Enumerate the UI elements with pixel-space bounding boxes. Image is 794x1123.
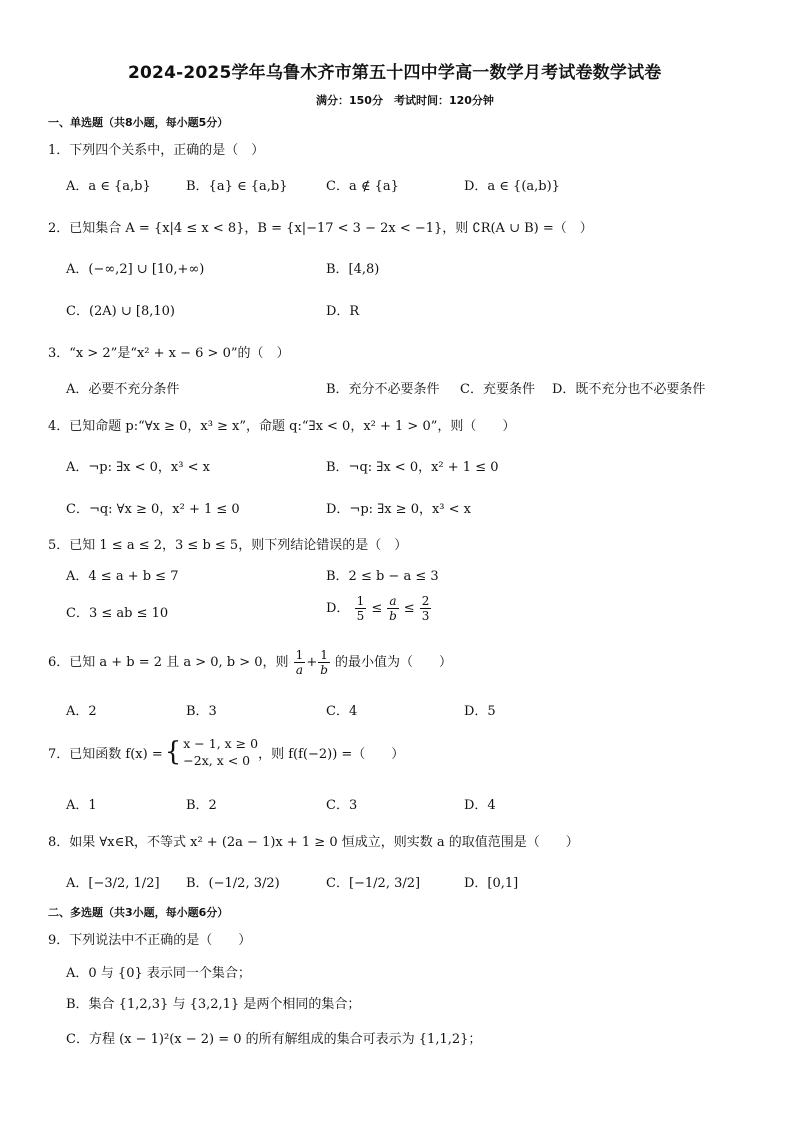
question-9-option-c: C．方程 (x − 1)²(x − 2) = 0 的所有解组成的集合可表示为 {1,1,2}；: [66, 1032, 482, 1047]
question-1-option-c: C．a ∉ {a}: [326, 179, 399, 194]
fraction-one-fifth: $\frac{1}{5}$: [356, 594, 365, 623]
question-8-option-b: B．(−1/2, 3/2): [186, 876, 280, 891]
piecewise-cases: x − 1, x ≥ 0 −2x, x < 0: [183, 736, 259, 768]
page-title: 2024-2025学年乌鲁木齐市第五十四中学高一数学月考试卷数学试卷: [128, 63, 662, 83]
question-3-option-c: C．充要条件: [460, 382, 535, 397]
question-8-stem: 8．如果 ∀x∈R，不等式 x² + (2a − 1)x + 1 ≥ 0 恒成立，则实数 a 的取值范围是（ ）: [48, 835, 579, 850]
question-4-option-a: A．¬p: ∃x < 0，x³ < x: [66, 460, 210, 475]
question-7-stem: 7．已知函数 f(x) = { x − 1, x ≥ 0 −2x, x < 0 ，则 f(f(−2)) =（ ）: [48, 736, 405, 768]
section-multiple-choice: 二、多选题（共3小题，每小题6分）: [48, 906, 229, 919]
question-1-option-b: B．{a} ∈ {a,b}: [186, 179, 288, 194]
question-6-option-c: C．4: [326, 704, 358, 719]
exam-info: 满分：150分 考试时间：120分钟: [316, 94, 494, 107]
question-2-option-d: D．R: [326, 304, 360, 319]
question-7-option-a: A．1: [66, 798, 97, 813]
question-4-option-d: D．¬p: ∃x ≥ 0，x³ < x: [326, 502, 471, 517]
option-label: D．: [326, 601, 350, 616]
left-brace: {: [164, 737, 182, 767]
question-9-option-b: B．集合 {1,2,3} 与 {3,2,1} 是两个相同的集合；: [66, 997, 361, 1012]
question-3-option-d: D．既不充分也不必要条件: [552, 382, 706, 397]
question-6-option-d: D．5: [464, 704, 496, 719]
question-9-option-a: A．0 与 {0} 表示同一个集合；: [66, 966, 251, 981]
question-5-option-c: C．3 ≤ ab ≤ 10: [66, 606, 169, 621]
question-2-option-b: B．[4,8): [326, 262, 380, 277]
question-7-option-c: C．3: [326, 798, 358, 813]
question-5-stem: 5．已知 1 ≤ a ≤ 2，3 ≤ b ≤ 5，则下列结论错误的是（ ）: [48, 538, 408, 553]
question-6-stem: 6．已知 a + b = 2 且 a > 0, b > 0，则 $\frac{1}{a}$ + $\frac{1}{b}$ 的最小值为（ ）: [48, 648, 453, 677]
question-4-option-c: C．¬q: ∀x ≥ 0，x² + 1 ≤ 0: [66, 502, 240, 517]
question-7-option-d: D．4: [464, 798, 496, 813]
question-1-stem: 1．下列四个关系中，正确的是（ ）: [48, 143, 265, 158]
question-8-option-c: C．[−1/2, 3/2]: [326, 876, 421, 891]
leq-symbol: ≤: [403, 601, 415, 616]
fraction-1-over-a: $\frac{1}{a}$: [295, 648, 304, 677]
question-6-option-a: A．2: [66, 704, 97, 719]
question-2-option-a: A．(−∞,2] ∪ [10,+∞): [66, 262, 205, 277]
question-1-option-a: A．a ∈ {a,b}: [66, 179, 151, 194]
question-7-option-b: B．2: [186, 798, 217, 813]
question-5-option-d: [326, 594, 432, 623]
question-3-option-a: A．必要不充分条件: [66, 382, 180, 397]
question-1-option-d: D．a ∈ {(a,b)}: [464, 179, 560, 194]
question-2-option-c: C．(2A) ∪ [8,10): [66, 304, 175, 319]
fraction-1-over-b: $\frac{1}{b}$: [320, 648, 328, 677]
question-5-option-b: B．2 ≤ b − a ≤ 3: [326, 569, 439, 584]
question-9-stem: 9．下列说法中不正确的是（ ）: [48, 933, 252, 948]
question-5-option-a: A．4 ≤ a + b ≤ 7: [66, 569, 179, 584]
question-6-option-b: B．3: [186, 704, 217, 719]
fraction-two-thirds: $\frac{2}{3}$: [421, 594, 430, 623]
question-8-option-a: A．[−3/2, 1/2]: [66, 876, 160, 891]
question-8-option-d: D．[0,1]: [464, 876, 519, 891]
fraction-a-over-b: $\frac{a}{b}$: [389, 594, 397, 623]
question-4-stem: 4．已知命题 p:“∀x ≥ 0，x³ ≥ x”，命题 q:“∃x < 0，x² + 1 > 0”，则（ ）: [48, 419, 516, 434]
question-3-option-b: B．充分不必要条件: [326, 382, 440, 397]
question-4-option-b: B．¬q: ∃x < 0，x² + 1 ≤ 0: [326, 460, 499, 475]
leq-symbol: ≤: [371, 601, 383, 616]
section-single-choice: 一、单选题（共8小题，每小题5分）: [48, 116, 229, 129]
question-3-stem: 3．“x > 2”是“x² + x − 6 > 0”的（ ）: [48, 346, 290, 361]
question-2-stem: 2．已知集合 A = {x|4 ≤ x < 8}，B = {x|−17 < 3 − 2x < −1}，则 ∁R(A ∪ B) =（ ）: [48, 221, 593, 236]
